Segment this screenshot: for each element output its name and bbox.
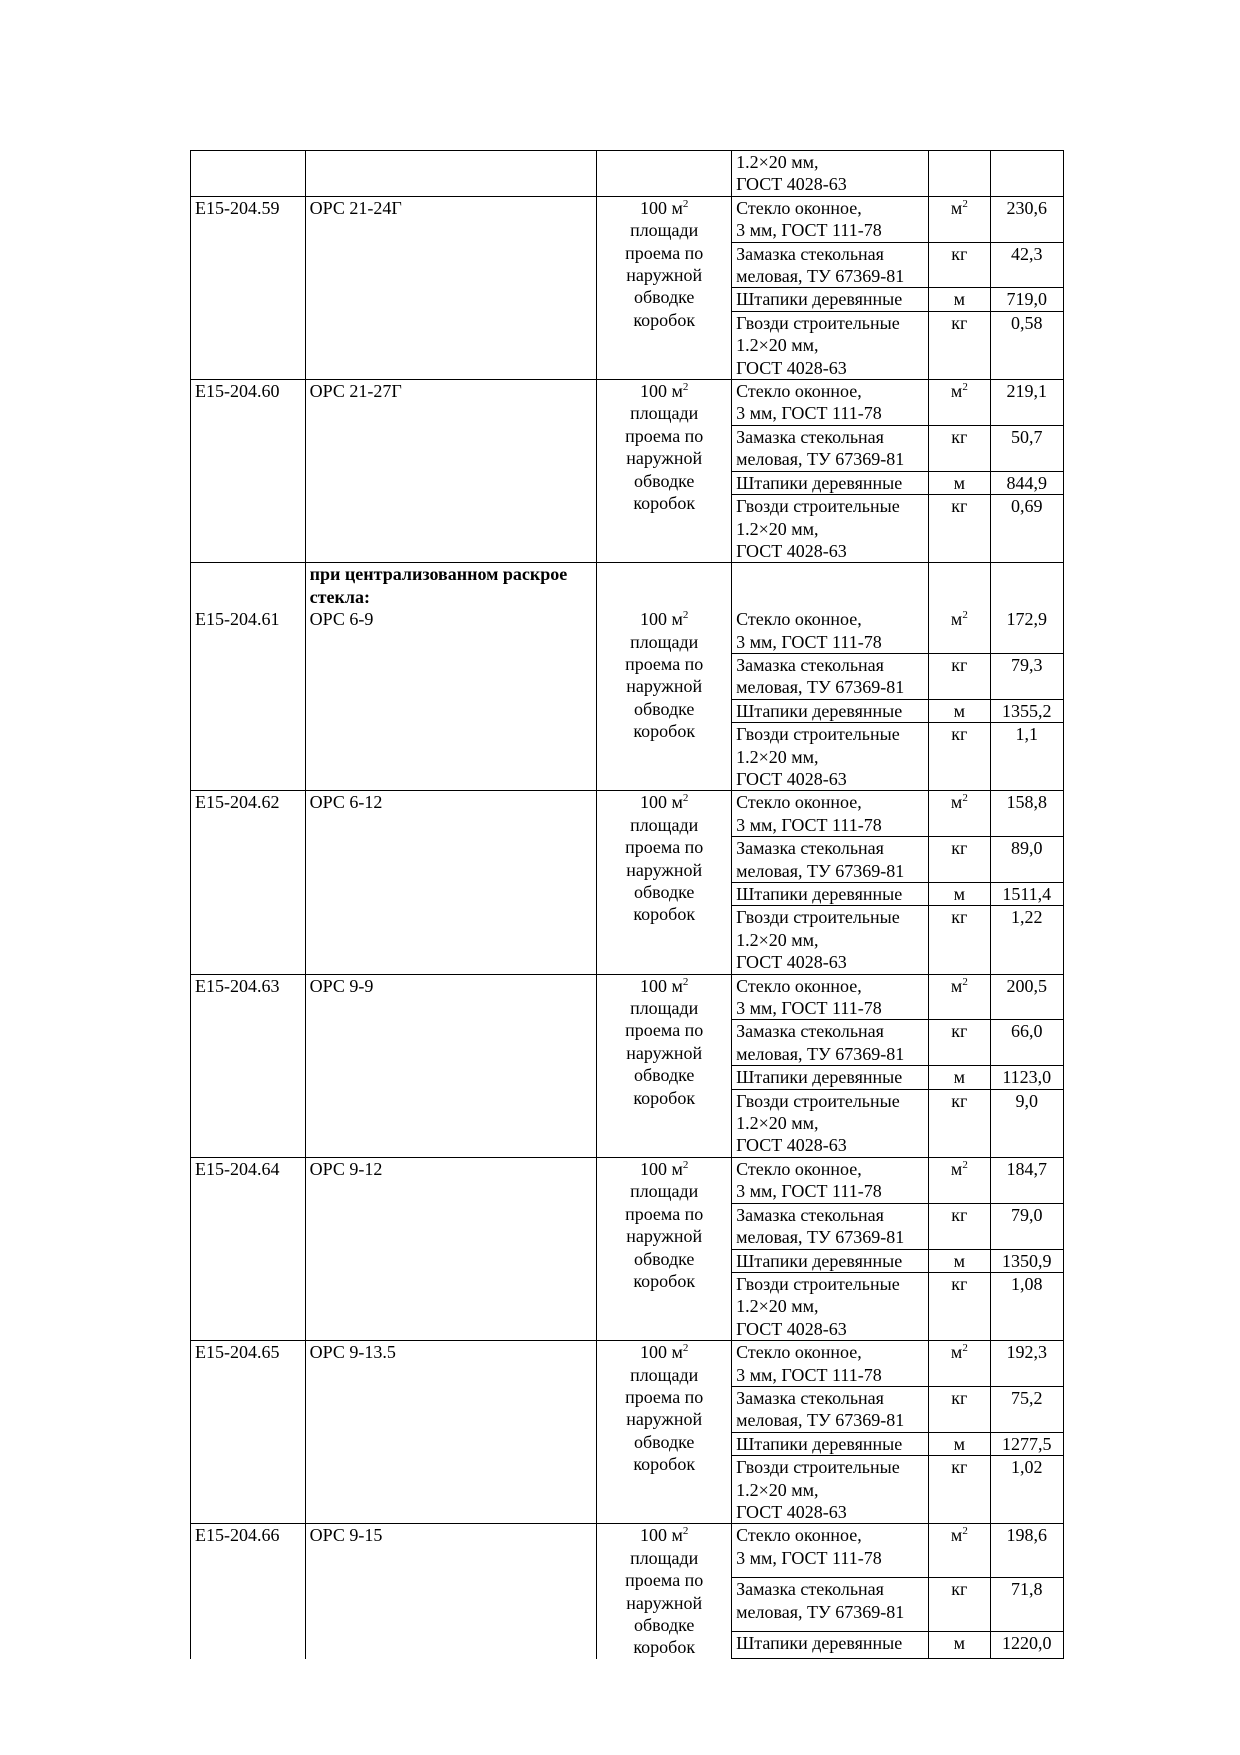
resource-value: 719,0 xyxy=(990,288,1063,311)
code-cell xyxy=(191,699,306,722)
name-cell xyxy=(305,653,597,699)
name-cell xyxy=(305,837,597,883)
resource-value: 79,3 xyxy=(990,653,1063,699)
unit-line: проема по xyxy=(625,1570,704,1591)
measure-unit-text: кг xyxy=(951,1090,968,1111)
code-cell xyxy=(191,563,306,608)
unit-line: коробок xyxy=(633,1454,696,1475)
resource-name: Штапики деревянные xyxy=(732,1066,929,1089)
unit-cell xyxy=(597,1341,732,1524)
resource-value: 172,9 xyxy=(990,608,1063,653)
norms-table-body xyxy=(191,151,1064,1659)
unit-line: 100 м xyxy=(640,381,683,402)
name-cell xyxy=(305,723,597,791)
measure-unit-text: кг xyxy=(951,1579,968,1600)
measure-unit xyxy=(929,563,990,608)
measure-unit-text: м xyxy=(950,1525,963,1546)
resource-value: 9,0 xyxy=(990,1089,1063,1157)
unit-line: коробок xyxy=(633,904,696,925)
unit-line: обводке xyxy=(633,882,695,902)
measure-unit-text: м xyxy=(950,381,963,402)
code-cell xyxy=(191,1432,306,1455)
code-cell xyxy=(191,837,306,883)
item-name: ОРС 6-9 xyxy=(305,608,597,653)
name-cell xyxy=(305,425,597,471)
resource-name: Гвозди строительные 1.2×20 мм, ГОСТ 4028-63 xyxy=(732,311,929,379)
resource-value: 0,58 xyxy=(990,311,1063,379)
name-cell xyxy=(305,699,597,722)
resource-value: 66,0 xyxy=(990,1020,1063,1066)
measure-unit xyxy=(929,1020,990,1066)
measure-unit xyxy=(929,495,990,563)
measure-unit xyxy=(929,311,990,379)
unit-line: обводке xyxy=(633,287,695,308)
item-code: Е15-204.65 xyxy=(191,1341,306,1387)
resource-name: Стекло оконное, 3 мм, ГОСТ 111-78 xyxy=(732,974,929,1020)
measure-unit xyxy=(929,1066,990,1089)
measure-unit xyxy=(929,151,990,197)
resource-name: Гвозди строительные 1.2×20 мм, ГОСТ 4028-63 xyxy=(732,723,929,791)
unit-superscript: 2 xyxy=(682,1158,689,1171)
item-name: ОРС 9-13.5 xyxy=(305,1341,597,1387)
item-name: ОРС 9-12 xyxy=(305,1157,597,1203)
name-cell xyxy=(305,1456,597,1524)
resource-value: 1511,4 xyxy=(990,883,1063,906)
resource-name: Стекло оконное, 3 мм, ГОСТ 111-78 xyxy=(732,1524,929,1578)
resource-name: Стекло оконное, 3 мм, ГОСТ 111-78 xyxy=(732,1341,929,1387)
resource-value xyxy=(990,563,1063,608)
measure-unit xyxy=(929,906,990,974)
unit-line: коробок xyxy=(633,309,696,330)
item-row xyxy=(191,974,1064,1020)
measure-unit-text: м xyxy=(953,700,966,721)
resource-name: Штапики деревянные xyxy=(732,699,929,722)
item-row xyxy=(191,608,1064,653)
name-cell xyxy=(305,1432,597,1455)
measure-unit xyxy=(929,1386,990,1432)
resource-value: 198,6 xyxy=(990,1524,1063,1578)
resource-name: Штапики деревянные xyxy=(732,288,929,311)
code-cell xyxy=(191,242,306,288)
resource-value: 1277,5 xyxy=(990,1432,1063,1455)
name-cell xyxy=(305,151,597,197)
code-cell xyxy=(191,311,306,379)
measure-unit xyxy=(929,699,990,722)
resource-name: Замазка стекольная меловая, ТУ 67369-81 xyxy=(732,1578,929,1632)
name-cell xyxy=(305,1272,597,1340)
resource-name: Штапики деревянные xyxy=(732,1631,929,1658)
unit-line: наружной xyxy=(626,859,703,880)
resource-name: Штапики деревянные xyxy=(732,1249,929,1272)
name-cell xyxy=(305,883,597,906)
unit-line: наружной xyxy=(626,676,703,697)
measure-unit-sup: 2 xyxy=(962,1342,968,1355)
item-row xyxy=(191,196,1064,242)
resource-name: 1.2×20 мм, ГОСТ 4028-63 xyxy=(732,151,929,197)
measure-unit xyxy=(929,1578,990,1632)
item-name: ОРС 21-24Г xyxy=(305,196,597,242)
measure-unit-text: м xyxy=(953,1632,966,1653)
unit-line: наружной xyxy=(626,1042,703,1063)
item-row xyxy=(191,1341,1064,1387)
measure-unit xyxy=(929,723,990,791)
measure-unit xyxy=(929,653,990,699)
measure-unit xyxy=(929,791,990,837)
code-cell xyxy=(191,906,306,974)
resource-name: Гвозди строительные 1.2×20 мм, ГОСТ 4028-63 xyxy=(732,495,929,563)
measure-unit-sup: 2 xyxy=(962,1525,968,1538)
unit-line: площади xyxy=(630,814,699,835)
unit-line: коробок xyxy=(633,721,696,742)
code-cell xyxy=(191,495,306,563)
measure-unit-text: м xyxy=(950,792,963,813)
name-cell xyxy=(305,471,597,494)
resource-value: 184,7 xyxy=(990,1157,1063,1203)
code-cell xyxy=(191,1386,306,1432)
unit-cell xyxy=(597,151,732,197)
item-code: Е15-204.60 xyxy=(191,380,306,426)
code-cell xyxy=(191,1020,306,1066)
measure-unit xyxy=(929,1272,990,1340)
resource-value: 158,8 xyxy=(990,791,1063,837)
name-cell xyxy=(305,311,597,379)
code-cell xyxy=(191,1066,306,1089)
resource-name: Штапики деревянные xyxy=(732,883,929,906)
unit-cell xyxy=(597,196,732,379)
item-name: ОРС 21-27Г xyxy=(305,380,597,426)
unit-cell xyxy=(597,791,732,974)
unit-line: 100 м xyxy=(640,197,683,218)
measure-unit-text: кг xyxy=(951,312,968,333)
measure-unit-text: м xyxy=(953,1067,966,1088)
unit-line: коробок xyxy=(633,1087,696,1108)
item-name: ОРС 9-9 xyxy=(305,974,597,1020)
measure-unit-text: кг xyxy=(951,654,968,675)
measure-unit xyxy=(929,471,990,494)
item-row xyxy=(191,1524,1064,1578)
unit-line: проема по xyxy=(625,242,704,263)
name-cell xyxy=(305,1020,597,1066)
resource-value: 42,3 xyxy=(990,242,1063,288)
resource-name: Замазка стекольная меловая, ТУ 67369-81 xyxy=(732,1020,929,1066)
item-name: ОРС 9-15 xyxy=(305,1524,597,1578)
unit-line: обводке xyxy=(633,1065,695,1086)
resource-name: Замазка стекольная меловая, ТУ 67369-81 xyxy=(732,242,929,288)
measure-unit xyxy=(929,1203,990,1249)
measure-unit-text: кг xyxy=(951,1387,968,1408)
item-name: ОРС 6-12 xyxy=(305,791,597,837)
resource-value: 50,7 xyxy=(990,425,1063,471)
resource-name: Стекло оконное, 3 мм, ГОСТ 111-78 xyxy=(732,791,929,837)
measure-unit-text: кг xyxy=(951,724,968,745)
resource-name: Гвозди строительные 1.2×20 мм, ГОСТ 4028-63 xyxy=(732,906,929,974)
section-heading-text: при централизованном раскрое стекла: xyxy=(309,564,568,607)
unit-superscript: 2 xyxy=(682,609,689,622)
unit-superscript: 2 xyxy=(682,975,689,988)
name-cell xyxy=(305,288,597,311)
unit-line: площади xyxy=(630,403,699,424)
resource-value: 0,69 xyxy=(990,495,1063,563)
resource-name: Замазка стекольная меловая, ТУ 67369-81 xyxy=(732,1386,929,1432)
measure-unit xyxy=(929,288,990,311)
measure-unit-text: м xyxy=(950,197,963,218)
item-row xyxy=(191,791,1064,837)
unit-line: 100 м xyxy=(640,1525,683,1546)
section-heading-row xyxy=(191,563,1064,608)
name-cell xyxy=(305,495,597,563)
measure-unit xyxy=(929,1157,990,1203)
name-cell xyxy=(305,1578,597,1632)
unit-cell xyxy=(597,1524,732,1659)
measure-unit-text: кг xyxy=(951,1021,968,1042)
unit-line: обводке xyxy=(633,1431,695,1452)
unit-line: обводке xyxy=(633,1615,695,1635)
measure-unit-text: м xyxy=(953,289,966,310)
resource-name: Замазка стекольная меловая, ТУ 67369-81 xyxy=(732,425,929,471)
resource-value: 89,0 xyxy=(990,837,1063,883)
measure-unit-text: м xyxy=(950,1158,963,1179)
unit-line: площади xyxy=(630,220,699,241)
code-cell xyxy=(191,1249,306,1272)
measure-unit-text: м xyxy=(953,1433,966,1454)
measure-unit xyxy=(929,1089,990,1157)
measure-unit-sup: 2 xyxy=(962,609,968,622)
resource-name: Штапики деревянные xyxy=(732,1432,929,1455)
name-cell xyxy=(305,1631,597,1658)
measure-unit xyxy=(929,380,990,426)
code-cell xyxy=(191,425,306,471)
unit-line: коробок xyxy=(633,493,696,514)
unit-line: наружной xyxy=(626,1409,703,1430)
unit-line: наружной xyxy=(626,1226,703,1247)
unit-line: наружной xyxy=(626,1592,703,1613)
measure-unit-text: кг xyxy=(951,243,968,264)
resource-name: Стекло оконное, 3 мм, ГОСТ 111-78 xyxy=(732,380,929,426)
unit-line: проема по xyxy=(625,425,704,446)
resource-value: 1,08 xyxy=(990,1272,1063,1340)
unit-superscript: 2 xyxy=(682,792,689,805)
code-cell xyxy=(191,1631,306,1658)
unit-line: 100 м xyxy=(640,1342,683,1363)
resource-name: Замазка стекольная меловая, ТУ 67369-81 xyxy=(732,653,929,699)
measure-unit-text: кг xyxy=(951,1273,968,1294)
unit-line: коробок xyxy=(633,1637,696,1658)
resource-value xyxy=(990,151,1063,197)
unit-cell xyxy=(597,608,732,791)
measure-unit xyxy=(929,196,990,242)
measure-unit-text: м xyxy=(950,609,963,630)
measure-unit xyxy=(929,1524,990,1578)
unit-cell xyxy=(597,974,732,1157)
unit-superscript: 2 xyxy=(682,197,689,210)
measure-unit xyxy=(929,1341,990,1387)
measure-unit xyxy=(929,1456,990,1524)
resource-name: Стекло оконное, 3 мм, ГОСТ 111-78 xyxy=(732,608,929,653)
measure-unit xyxy=(929,1249,990,1272)
item-code: Е15-204.64 xyxy=(191,1157,306,1203)
unit-line: 100 м xyxy=(640,1158,683,1179)
unit-superscript: 2 xyxy=(682,1525,689,1538)
item-row xyxy=(191,380,1064,426)
resource-value: 1123,0 xyxy=(990,1066,1063,1089)
norms-table xyxy=(190,150,1064,1659)
unit-line: площади xyxy=(630,1364,699,1385)
measure-unit xyxy=(929,974,990,1020)
measure-unit xyxy=(929,837,990,883)
resource-name: Замазка стекольная меловая, ТУ 67369-81 xyxy=(732,1203,929,1249)
unit-line: обводке xyxy=(633,470,695,491)
resource-value: 192,3 xyxy=(990,1341,1063,1387)
name-cell xyxy=(305,1249,597,1272)
code-cell xyxy=(191,883,306,906)
measure-unit xyxy=(929,883,990,906)
measure-unit-text: м xyxy=(950,1342,963,1363)
item-code: Е15-204.63 xyxy=(191,974,306,1020)
resource-value: 844,9 xyxy=(990,471,1063,494)
measure-unit-text: кг xyxy=(951,907,968,928)
measure-unit-sup: 2 xyxy=(962,381,968,394)
measure-unit-text: кг xyxy=(951,838,968,859)
code-cell xyxy=(191,1578,306,1632)
resource-value: 75,2 xyxy=(990,1386,1063,1432)
resource-value: 1,1 xyxy=(990,723,1063,791)
measure-unit xyxy=(929,608,990,653)
resource-name: Стекло оконное, 3 мм, ГОСТ 111-78 xyxy=(732,1157,929,1203)
code-cell xyxy=(191,653,306,699)
unit-line: проема по xyxy=(625,837,704,858)
name-cell xyxy=(305,906,597,974)
resource-value: 79,0 xyxy=(990,1203,1063,1249)
resource-value: 1355,2 xyxy=(990,699,1063,722)
resource-name: Гвозди строительные 1.2×20 мм, ГОСТ 4028-63 xyxy=(732,1272,929,1340)
unit-line: проема по xyxy=(625,1386,704,1407)
resource-value: 200,5 xyxy=(990,974,1063,1020)
unit-line: 100 м xyxy=(640,609,683,630)
name-cell xyxy=(305,1203,597,1249)
section-heading xyxy=(305,563,597,608)
measure-unit xyxy=(929,1631,990,1658)
resource-value: 230,6 xyxy=(990,196,1063,242)
item-code: Е15-204.61 xyxy=(191,608,306,653)
measure-unit-text: м xyxy=(953,884,966,904)
resource-value: 1,22 xyxy=(990,906,1063,974)
resource-name: Гвозди строительные 1.2×20 мм, ГОСТ 4028-63 xyxy=(732,1456,929,1524)
unit-line: площади xyxy=(630,998,699,1019)
resource-name: Гвозди строительные 1.2×20 мм, ГОСТ 4028-63 xyxy=(732,1089,929,1157)
unit-cell xyxy=(597,1157,732,1340)
measure-unit-text: кг xyxy=(951,1457,968,1478)
measure-unit xyxy=(929,1432,990,1455)
unit-cell xyxy=(597,563,732,608)
unit-line: 100 м xyxy=(640,792,683,813)
measure-unit-sup: 2 xyxy=(962,975,968,988)
measure-unit-sup: 2 xyxy=(962,1158,968,1171)
name-cell xyxy=(305,1386,597,1432)
unit-line: наружной xyxy=(626,448,703,469)
item-code: Е15-204.66 xyxy=(191,1524,306,1578)
item-code: Е15-204.62 xyxy=(191,791,306,837)
unit-cell xyxy=(597,380,732,563)
measure-unit xyxy=(929,425,990,471)
measure-unit-sup: 2 xyxy=(962,197,968,210)
code-cell xyxy=(191,1456,306,1524)
code-cell xyxy=(191,1089,306,1157)
code-cell xyxy=(191,288,306,311)
measure-unit-text: кг xyxy=(951,496,968,517)
name-cell xyxy=(305,1089,597,1157)
resource-name: Штапики деревянные xyxy=(732,471,929,494)
resource-value: 1,02 xyxy=(990,1456,1063,1524)
code-cell xyxy=(191,151,306,197)
name-cell xyxy=(305,1066,597,1089)
unit-line: площади xyxy=(630,1547,699,1568)
measure-unit-sup: 2 xyxy=(962,792,968,805)
code-cell xyxy=(191,471,306,494)
unit-line: проема по xyxy=(625,1020,704,1041)
resource-value: 71,8 xyxy=(990,1578,1063,1632)
code-cell xyxy=(191,1272,306,1340)
measure-unit-text: кг xyxy=(951,426,968,447)
unit-line: 100 м xyxy=(640,975,683,996)
measure-unit-text: м xyxy=(953,1250,966,1271)
unit-line: обводке xyxy=(633,698,695,719)
unit-line: площади xyxy=(630,1181,699,1202)
measure-unit-text: м xyxy=(950,975,963,996)
name-cell xyxy=(305,242,597,288)
item-row xyxy=(191,1157,1064,1203)
measure-unit-text: кг xyxy=(951,1204,968,1225)
resource-value: 1220,0 xyxy=(990,1631,1063,1658)
resource-name: Стекло оконное, 3 мм, ГОСТ 111-78 xyxy=(732,196,929,242)
unit-superscript: 2 xyxy=(682,1342,689,1355)
unit-line: площади xyxy=(630,631,699,652)
unit-line: обводке xyxy=(633,1248,695,1269)
resource-value: 1350,9 xyxy=(990,1249,1063,1272)
item-code: Е15-204.59 xyxy=(191,196,306,242)
code-cell xyxy=(191,1203,306,1249)
resource-name: Замазка стекольная меловая, ТУ 67369-81 xyxy=(732,837,929,883)
code-cell xyxy=(191,723,306,791)
measure-unit xyxy=(929,242,990,288)
resource-name xyxy=(732,563,929,608)
unit-line: проема по xyxy=(625,1203,704,1224)
unit-line: наружной xyxy=(626,265,703,286)
measure-unit-text: м xyxy=(953,472,966,493)
unit-line: проема по xyxy=(625,653,704,674)
unit-line: коробок xyxy=(633,1270,696,1291)
continuation-row xyxy=(191,151,1064,197)
resource-value: 219,1 xyxy=(990,380,1063,426)
unit-superscript: 2 xyxy=(682,381,689,394)
